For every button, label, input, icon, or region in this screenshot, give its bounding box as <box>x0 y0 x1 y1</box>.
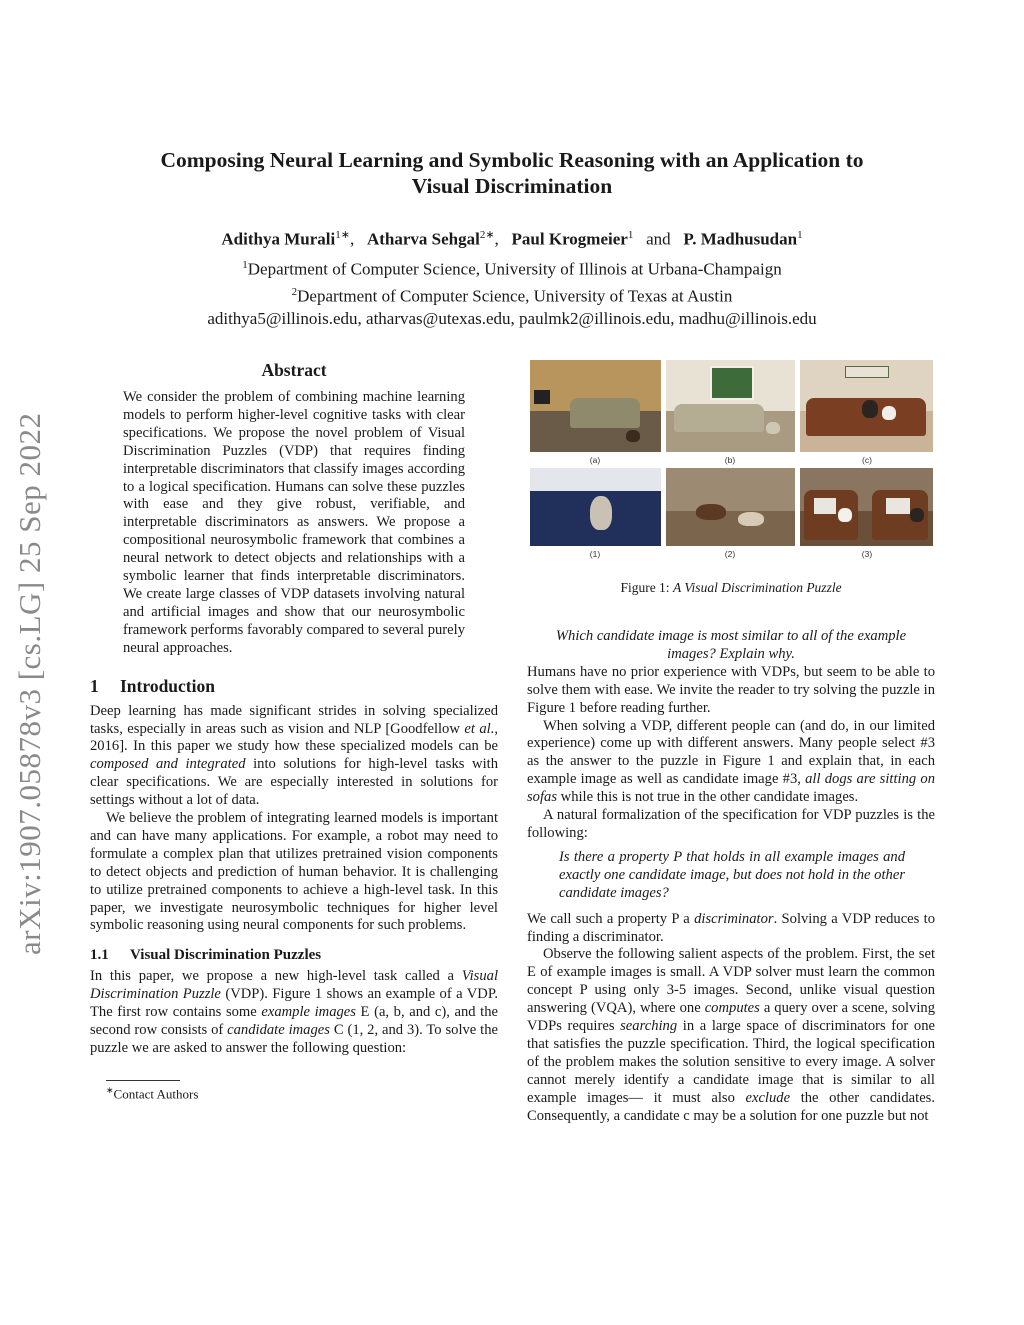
photo-dog <box>696 504 726 520</box>
photo-dog <box>626 430 640 442</box>
specification-quote: Is there a property P that holds in all example images and exactly one candidate image, but does not hold in the other candidate images? <box>559 848 905 901</box>
candidate-image-1 <box>530 468 661 546</box>
photo-pillow <box>814 498 836 514</box>
right-paragraph-2: When solving a VDP, different people can (and do, in our limited experience) come up with different answers. Many people select #3 as the answer to the puzzle in Figure 1 and explain that, in each example image as well as candidate image #3, all dogs are sitting on sofas while this is not true in the other candidate images. <box>527 717 935 806</box>
author-affil-mark: 1 <box>797 229 803 241</box>
intro-paragraph-2: We believe the problem of integrating learned models is important and can have many applications. For example, a robot may need to formulate a complex plan that utilizes pretrained vision components to detect objects and prediction of human behavior. It is challenging to utilize pretrained components to achieve a high-level task. In this paper, we investigate neurosymbolic techniques for higher level symbolic reasoning using neural components for such problems. <box>90 810 498 934</box>
affil-text: Department of Computer Science, University of Texas at Austin <box>297 286 733 306</box>
right-paragraph-4: We call such a property P a discriminator. Solving a VDP reduces to finding a discriminator. <box>527 910 935 945</box>
affiliation-line <box>60 281 964 308</box>
example-image-c <box>800 360 933 452</box>
arxiv-identifier: arXiv:1907.05878v3 [cs.LG] 25 Sep 2022 <box>12 412 47 955</box>
photo-pillow <box>886 498 910 514</box>
author-affil-mark: 1∗ <box>335 229 350 241</box>
figure-1 <box>527 360 935 559</box>
abstract-heading: Abstract <box>261 360 327 380</box>
photo-wall <box>530 468 661 491</box>
author-separator: , <box>494 229 499 249</box>
section-heading <box>90 676 498 697</box>
right-paragraph-1: Humans have no prior experience with VDPs, but seem to be able to solve them with ease. We invite the reader to try solving the puzzle in Figure 1 before reading further. <box>527 663 935 716</box>
candidate-image-2 <box>666 468 795 546</box>
affil-text: Department of Computer Science, University of Illinois at Urbana-Champaign <box>247 259 782 279</box>
image-label: (2) <box>724 549 736 559</box>
puzzle-question: Which candidate image is most similar to all of the example images? Explain why. <box>555 628 907 662</box>
author-affil-mark: 1 <box>627 229 634 241</box>
image-label: (3) <box>861 549 873 559</box>
affiliations <box>60 254 964 330</box>
example-image-a <box>530 360 661 452</box>
photo-dog <box>882 406 896 420</box>
title-line-2: Visual Discrimination <box>411 174 613 198</box>
right-paragraph-3: A natural formalization of the specification for VDP puzzles is the following: <box>527 807 935 841</box>
left-column <box>90 360 498 1102</box>
image-label: (a) <box>589 455 601 465</box>
title-line-1: Composing Neural Learning and Symbolic Reasoning with an Application to <box>160 148 864 172</box>
author-affil-mark: 2∗ <box>479 229 495 241</box>
footnote-rule <box>106 1080 180 1081</box>
photo-sign <box>845 366 889 378</box>
photo-floor <box>666 511 795 546</box>
photo-sofa <box>570 398 640 428</box>
photo-dog <box>590 496 612 530</box>
subsection-title: Visual Discrimination Puzzles <box>130 947 322 964</box>
photo-dog <box>838 508 852 522</box>
paper-title <box>90 147 934 199</box>
affiliation-line <box>60 254 964 281</box>
footnote: ∗Contact Authors <box>106 1084 199 1102</box>
photo-dog <box>738 512 764 526</box>
author-name: Adithya Murali <box>221 229 336 249</box>
vdp-paragraph-1: In this paper, we propose a new high-level task called a Visual Discrimination Puzzle (VDP). Figure 1 shows an example of a VDP. The first row contains some example images E (a, b, and c), and the second row consists of candidate images C (1, 2, and 3). To solve the puzzle we are asked to answer the following question: <box>90 968 499 1056</box>
figure-caption: Figure 1: A Visual Discrimination Puzzle <box>620 580 842 595</box>
photo-dog <box>766 422 780 434</box>
subsection-heading <box>90 947 498 964</box>
section-title: Introduction <box>120 675 215 696</box>
abstract-text: We consider the problem of combining machine learning models to perform higher-level cognitive tasks with clear specifications. We propose the novel problem of Visual Discrimination Puzzles (VDP) that requires finding interpretable discriminators that classify images according to a logical specification. Humans can solve these puzzles with ease and they give robust, verifiable, and interpretable discriminators as answers. We propose a compositional neurosymbolic framework that combines a neural network to detect objects and relationships with a symbolic learner that finds interpretable discriminators. We create large classes of VDP datasets involving natural and artificial images and show that our neurosymbolic framework performs favorably compared to several purely neural approaches. <box>123 389 465 656</box>
example-image-b <box>666 360 795 452</box>
subsection-number: 1.1 <box>90 947 109 964</box>
author-list <box>60 224 964 251</box>
photo-window <box>710 366 754 400</box>
photo-tv <box>534 390 550 404</box>
photo-sofa <box>674 404 764 432</box>
candidate-image-3 <box>800 468 933 546</box>
photo-wall <box>666 468 795 511</box>
right-paragraph-5: Observe the following salient aspects of the problem. First, the set E of example images is small. A VDP solver must learn the common concept P using only 3-5 images. Second, unlike visual question answering (VQA), where one computes a query over a scene, solving VDPs requires searching in a large space of discriminators for one that satisfies the puzzle specification. Third, the logical specification of the problem makes the solution sensitive to every image. A solver cannot merely identify a candidate image that is similar to all example images— it must also exclude the other candidates. Consequently, a candidate c may be a solution for one puzzle but not <box>527 946 935 1124</box>
section-number: 1 <box>90 675 99 696</box>
author-name: Atharva Sehgal <box>366 229 480 249</box>
affil-mark: 1 <box>242 259 248 271</box>
right-column <box>527 360 935 1125</box>
author-emails: adithya5@illinois.edu, atharvas@utexas.edu, paulmk2@illinois.edu, madhu@illinois.edu <box>207 309 817 329</box>
author-name: P. Madhusudan <box>683 229 798 249</box>
photo-dog <box>910 508 924 522</box>
image-label: (b) <box>724 455 736 465</box>
affil-mark: 2 <box>291 285 298 298</box>
photo-dog <box>862 400 878 418</box>
author-name: Paul Krogmeier <box>511 229 628 249</box>
image-label: (1) <box>589 549 601 559</box>
author-separator: , <box>349 229 355 249</box>
intro-paragraph-1: Deep learning has made significant strides in solving specialized tasks, especially in areas such as vision and NLP [Goodfellow et al., 2016]. In this paper we study how these specialized models can be composed and integrated into solutions for high-level tasks with clear specifications. We are especially interested in solutions for settings without a lot of data. <box>90 702 499 809</box>
author-and: and <box>646 229 671 249</box>
image-label: (c) <box>862 455 872 465</box>
